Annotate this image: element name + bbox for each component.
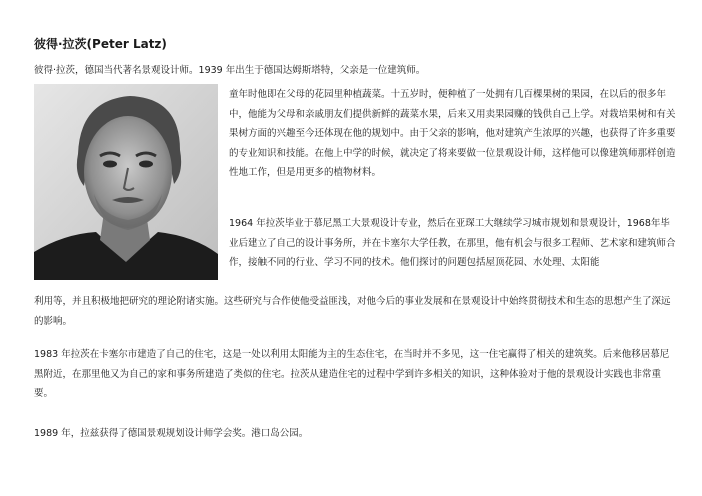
paragraph-education-continued: 利用等，并且积极地把研究的理论附诸实施。这些研究与合作使他受益匪浅，对他今后的事业发展和在景观设计中始终贯彻技术和生态的思想产生了深远的影响。 (34, 296, 671, 327)
paragraph-childhood: 童年时他即在父母的花园里种植蔬菜。十五岁时，便种植了一处拥有几百棵果树的果园，在以后的很多年中，他能为父母和亲戚朋友们提供新鲜的蔬菜水果，后来又用卖果园赚的钱供自己上学。对栽培果树和有关果树方面的兴趣至今还体现在他的规划中。由于父亲的影响，他对建筑产生浓厚的兴趣，也获得了许多重要的专业知识和技能。在他上中学的时候，就决定了将来要做一位景观设计师，这样他可以像建筑师那样创造性地工作，但是用更多的植物材料。 (229, 89, 676, 178)
intro-line: 彼得·拉茨，德国当代著名景观设计师。1939 年出生于德国达姆斯塔特，父亲是一位建筑师。 (34, 65, 426, 76)
paragraph-award: 1989 年，拉兹获得了德国景观规划设计师学会奖。港口岛公园。 (34, 428, 309, 439)
paragraph-education: 1964 年拉茨毕业于慕尼黑工大景观设计专业，然后在亚琛工大继续学习城市规划和景观设计，1968年毕业后建立了自己的设计事务所，并在卡塞尔大学任教，在那里，他有机会与很多工程师、艺术家和建筑师合作，接触不同的行业、学习不同的技术。他们探讨的问题包括屋顶花园、水处理、太阳能 (229, 218, 676, 268)
article-title: 彼得·拉茨(Peter Latz) (34, 37, 167, 51)
paragraph-house: 1983 年拉茨在卡塞尔市建造了自己的住宅，这是一处以利用太阳能为主的生态住宅，在当时并不多见，这一住宅赢得了相关的建筑奖。后来他移居慕尼黑附近，在那里他又为自己的家和事务所建造了类似的住宅。拉茨从建造住宅的过程中学到许多相关的知识，这种体验对于他的景观设计实践也非常重要。 (34, 349, 670, 399)
portrait-photo (34, 84, 218, 280)
